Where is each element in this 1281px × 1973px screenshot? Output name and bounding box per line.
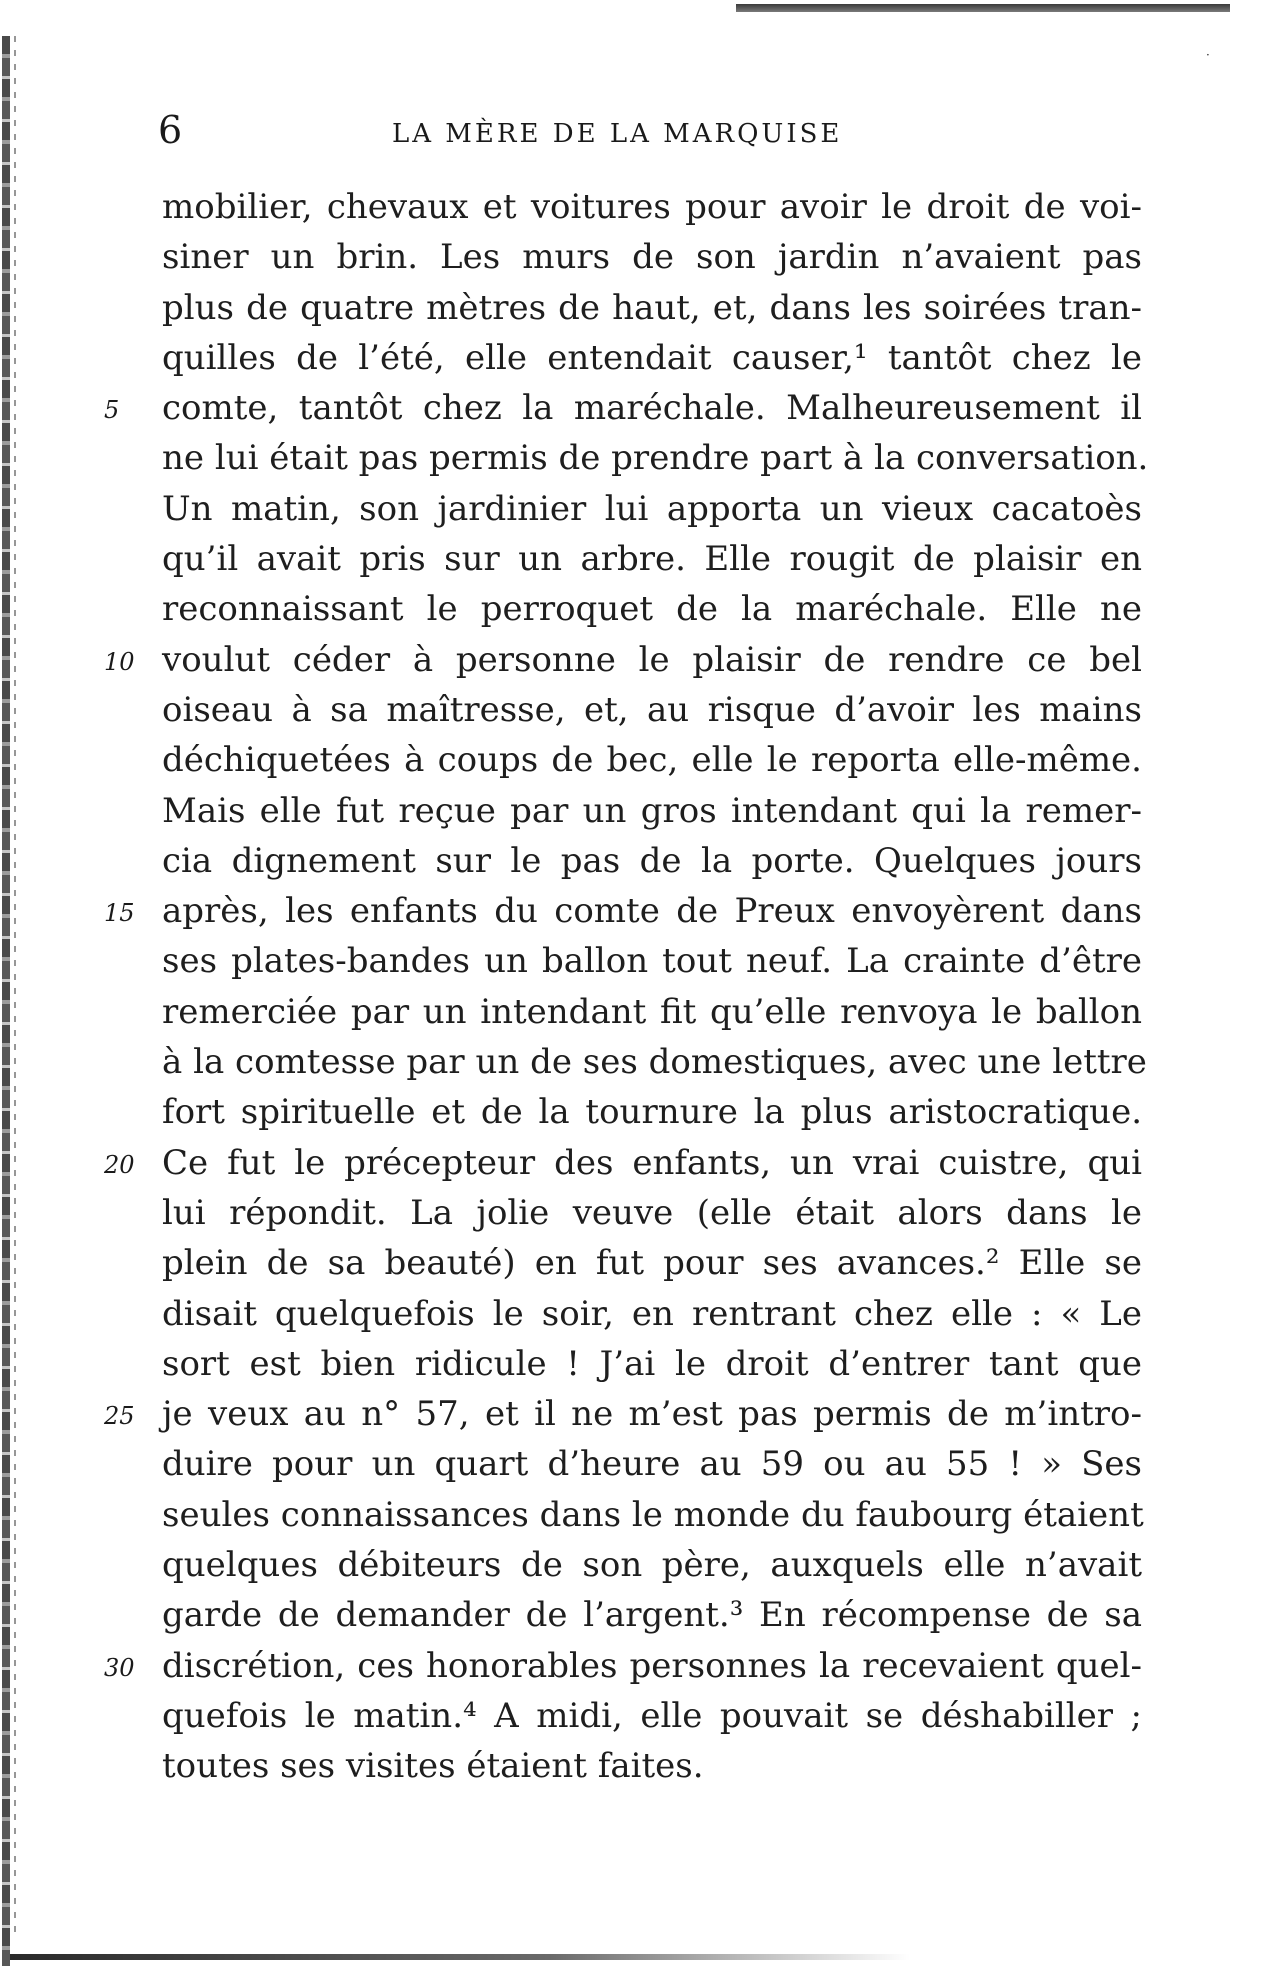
text-line (162, 283, 1142, 333)
line-text: ne lui était pas permis de prendre part à la conversation. (162, 438, 1149, 479)
scan-edge-bottom (10, 1954, 910, 1960)
line-number: 10 (104, 647, 135, 676)
page-header-title: LA MÈRE DE LA MARQUISE (392, 119, 843, 149)
line-text: discrétion, ces honorables personnes la recevaient quel- (162, 1645, 1142, 1686)
scan-edge-top (736, 4, 1230, 12)
line-text: siner un brin. Les murs de son jardin n’avaient pas (162, 237, 1142, 278)
text-line (162, 1691, 1142, 1741)
text-line (104, 1389, 1142, 1439)
text-line (162, 1289, 1142, 1339)
line-number: 5 (104, 396, 120, 425)
line-text: quefois le matin.⁴ A midi, elle pouvait se déshabiller ; (162, 1695, 1142, 1736)
text-line (162, 1087, 1142, 1137)
line-text: sort est bien ridicule ! J’ai le droit d’entrer tant que (162, 1343, 1142, 1384)
text-line (162, 484, 1142, 534)
corner-mark: · (1206, 48, 1210, 62)
line-text: ses plates-bandes un ballon tout neuf. La crainte d’être (162, 941, 1142, 982)
scan-edge-left-inner (14, 36, 16, 1936)
line-text: après, les enfants du comte de Preux envoyèrent dans (162, 891, 1142, 932)
text-line (162, 735, 1142, 785)
line-text: qu’il avait pris sur un arbre. Elle rougit de plaisir en (162, 539, 1142, 580)
line-number: 15 (104, 899, 135, 928)
line-text: garde de demander de l’argent.³ En récompense de sa (162, 1595, 1142, 1636)
line-text: oiseau à sa maîtresse, et, au risque d’avoir les mains (162, 689, 1142, 730)
text-line (104, 1641, 1142, 1691)
text-line (162, 182, 1142, 232)
text-line (162, 1188, 1142, 1238)
line-text: Ce fut le précepteur des enfants, un vrai cuistre, qui (162, 1142, 1142, 1183)
line-text: quelques débiteurs de son père, auxquels elle n’avait (162, 1545, 1142, 1586)
line-text: lui répondit. La jolie veuve (elle était alors dans le (162, 1192, 1142, 1233)
text-line (162, 1741, 1142, 1791)
line-text: duire pour un quart d’heure au 59 ou au 55 ! » Ses (162, 1444, 1142, 1485)
text-line (162, 232, 1142, 282)
line-number: 20 (104, 1150, 135, 1179)
text-line (162, 1339, 1142, 1389)
line-text: comte, tantôt chez la maréchale. Malheureusement il (162, 388, 1142, 429)
line-text: reconnaissant le perroquet de la maréchale. Elle ne (162, 589, 1142, 630)
line-text: mobilier, chevaux et voitures pour avoir le droit de voi- (162, 187, 1142, 227)
line-text: disait quelquefois le soir, en rentrant chez elle : « Le (162, 1293, 1142, 1334)
line-text: à la comtesse par un de ses domestiques, avec une lettre (162, 1042, 1147, 1083)
line-number: 30 (104, 1653, 135, 1682)
body-text (104, 182, 1149, 1792)
line-text: plus de quatre mètres de haut, et, dans les soirées tran- (162, 287, 1142, 328)
text-line (162, 584, 1142, 634)
text-line (162, 1037, 1147, 1087)
line-text: quilles de l’été, elle entendait causer,¹ tantôt chez le (162, 337, 1142, 378)
line-text: Un matin, son jardinier lui apporta un vieux cacatoès (162, 488, 1142, 529)
text-line (162, 534, 1142, 584)
text-line (104, 635, 1142, 685)
line-text: voulut céder à personne le plaisir de rendre ce bel (162, 639, 1142, 680)
text-line (104, 886, 1142, 936)
text-line (162, 1439, 1142, 1489)
text-line (162, 433, 1149, 483)
text-line (162, 333, 1142, 383)
running-head (0, 108, 1281, 152)
line-text: je veux au n° 57, et il ne m’est pas permis de m’intro- (162, 1394, 1142, 1435)
text-line (162, 836, 1142, 886)
line-text: toutes ses visites étaient faites. (162, 1746, 704, 1787)
text-line (162, 1590, 1142, 1640)
line-text: fort spirituelle et de la tournure la plus aristocratique. (162, 1092, 1142, 1133)
text-line (162, 1238, 1142, 1288)
text-line (162, 1540, 1142, 1590)
text-line (162, 936, 1142, 986)
text-line (162, 987, 1142, 1037)
text-line (162, 685, 1142, 735)
line-number: 25 (104, 1402, 135, 1431)
text-line (162, 1490, 1142, 1540)
scan-edge-left (2, 36, 10, 1966)
text-line (162, 786, 1142, 836)
line-text: seules connaissances dans le monde du faubourg étaient (162, 1494, 1144, 1535)
line-text: déchiquetées à coups de bec, elle le reporta elle-même. (162, 740, 1142, 781)
text-line (104, 1138, 1142, 1188)
line-text: cia dignement sur le pas de la porte. Quelques jours (162, 840, 1142, 881)
text-line (104, 383, 1142, 433)
line-text: plein de sa beauté) en fut pour ses avances.² Elle se (162, 1243, 1142, 1284)
line-text: Mais elle fut reçue par un gros intendant qui la remer- (162, 790, 1142, 831)
page-number: 6 (158, 108, 183, 152)
line-text: remerciée par un intendant fit qu’elle renvoya le ballon (162, 991, 1142, 1032)
